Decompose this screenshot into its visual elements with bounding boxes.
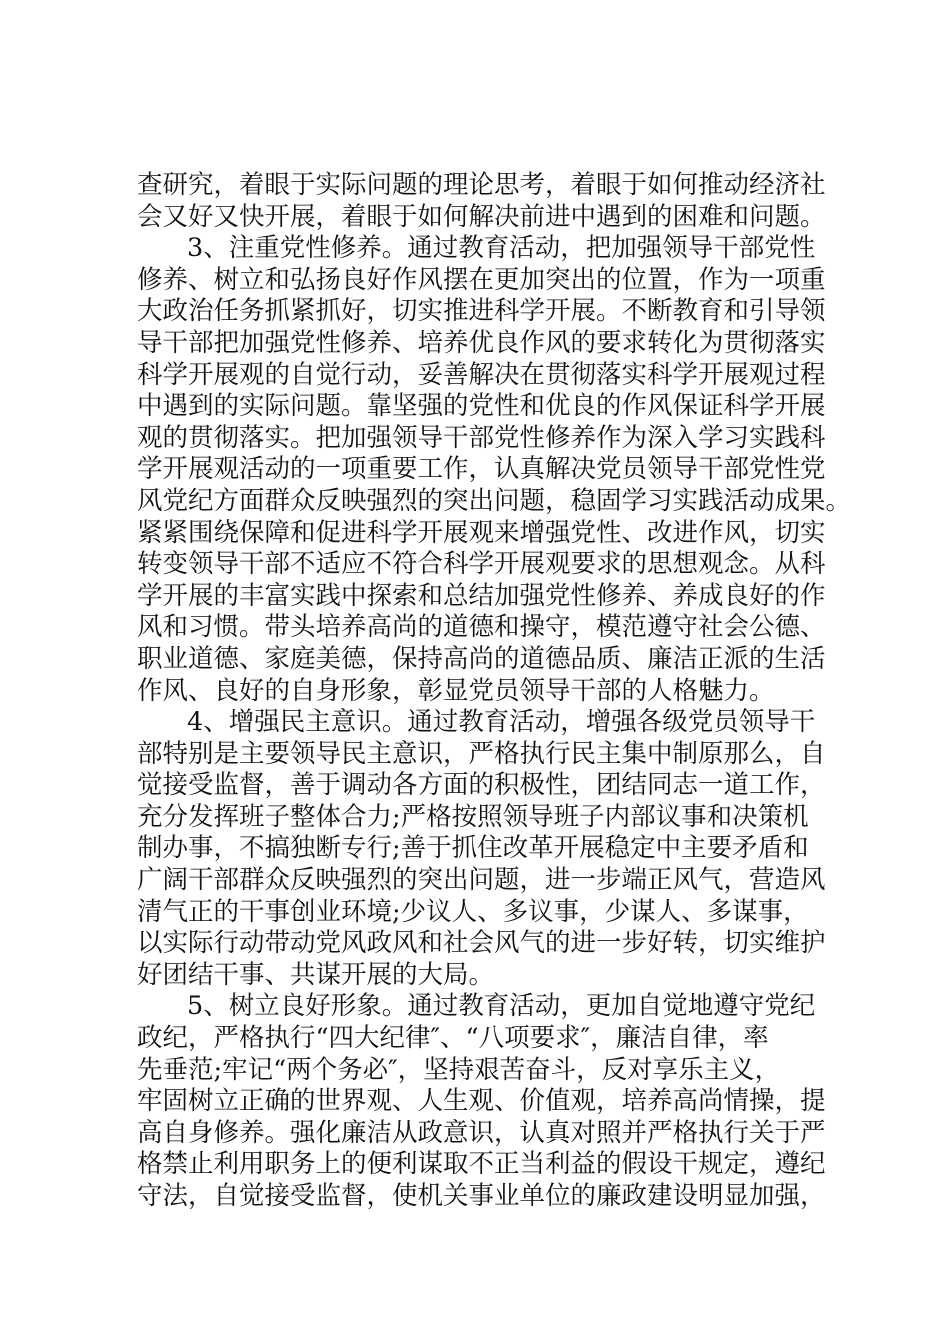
text-line: 风和习惯。带头培养高尚的道德和操守，模范遵守社会公德、 [137,612,826,643]
text-line: 部特别是主要领导民主意识，严格执行民主集中制原那么，自 [137,738,826,769]
text-line: 政纪，严格执行“四大纪律″、“八项要求″，廉洁自律，率 [137,1023,769,1054]
text-line: 紧紧围绕保障和促进科学开展观来增强党性、改进作风，切实 [137,517,826,548]
text-line: 学开展观活动的一项重要工作，认真解决党员领导干部党性党 [137,454,826,485]
text-line: 转变领导干部不适应不符合科学开展观要求的思想观念。从科 [137,549,826,580]
text-line: 风党纪方面群众反映强烈的突出问题，稳固学习实践活动成果。 [137,485,852,516]
text-line: 好团结干事、共谋开展的大局。 [137,959,495,990]
text-line: 修养、树立和弘扬良好作风摆在更加突出的位置，作为一项重 [137,264,826,295]
text-line: 会又好又快开展，着眼于如何解决前进中遇到的困难和问题。 [137,201,826,232]
text-line: 职业道德、家庭美德，保持高尚的道德品质、廉洁正派的生活 [137,643,826,674]
text-line: 学开展的丰富实践中探索和总结加强党性修养、养成良好的作 [137,580,826,611]
text-line: 守法，自觉接受监督，使机关事业单位的廉政建设明显加强， [137,1181,826,1211]
text-line: 科学开展观的自觉行动，妥善解决在贯彻落实科学开展观过程 [137,359,826,390]
text-line: 以实际行动带动党风政风和社会风气的进一步好转，切实维护 [137,928,826,959]
paragraph-start-line: 5、树立良好形象。通过教育活动，更加自觉地遵守党纪 [187,991,816,1022]
text-line: 作风、良好的自身形象，彰显党员领导干部的人格魅力。 [137,675,775,706]
text-line: 查研究，着眼于实际问题的理论思考，着眼于如何推动经济社 [137,170,826,200]
paragraph-start-line: 4、增强民主意识。通过教育活动，增强各级党员领导干 [187,707,816,738]
text-line: 中遇到的实际问题。靠坚强的党性和优良的作风保证科学开展 [137,391,826,422]
text-line: 格禁止利用职务上的便利谋取不正当利益的假设干规定，遵纪 [137,1149,826,1180]
text-line: 观的贯彻落实。把加强领导干部党性修养作为深入学习实践科 [137,422,826,453]
text-line: 牢固树立正确的世界观、人生观、价值观，培养高尚情操，提 [137,1086,826,1117]
text-line: 觉接受监督，善于调动各方面的积极性，团结同志一道工作， [137,770,826,801]
text-line: 制办事，不搞独断专行;善于抓住改革开展稳定中主要矛盾和 [137,833,809,864]
text-line: 广阔干部群众反映强烈的突出问题，进一步端正风气，营造风 [137,865,826,896]
text-line: 高自身修养。强化廉洁从政意识，认真对照并严格执行关于严 [137,1117,826,1148]
text-line: 先垂范;牢记“两个务必″，坚持艰苦奋斗，反对享乐主义， [137,1054,781,1085]
text-line: 大政治任务抓紧抓好，切实推进科学开展。不断教育和引导领 [137,296,826,327]
text-line: 清气正的干事创业环境;少议人、多议事，少谋人、多谋事， [137,896,809,927]
text-line: 充分发挥班子整体合力;严格按照领导班子内部议事和决策机 [137,801,809,832]
text-line: 导干部把加强党性修养、培养优良作风的要求转化为贯彻落实 [137,327,826,358]
body-text [137,170,852,1213]
paragraph-start-line: 3、注重党性修养。通过教育活动，把加强领导干部党性 [187,233,816,264]
